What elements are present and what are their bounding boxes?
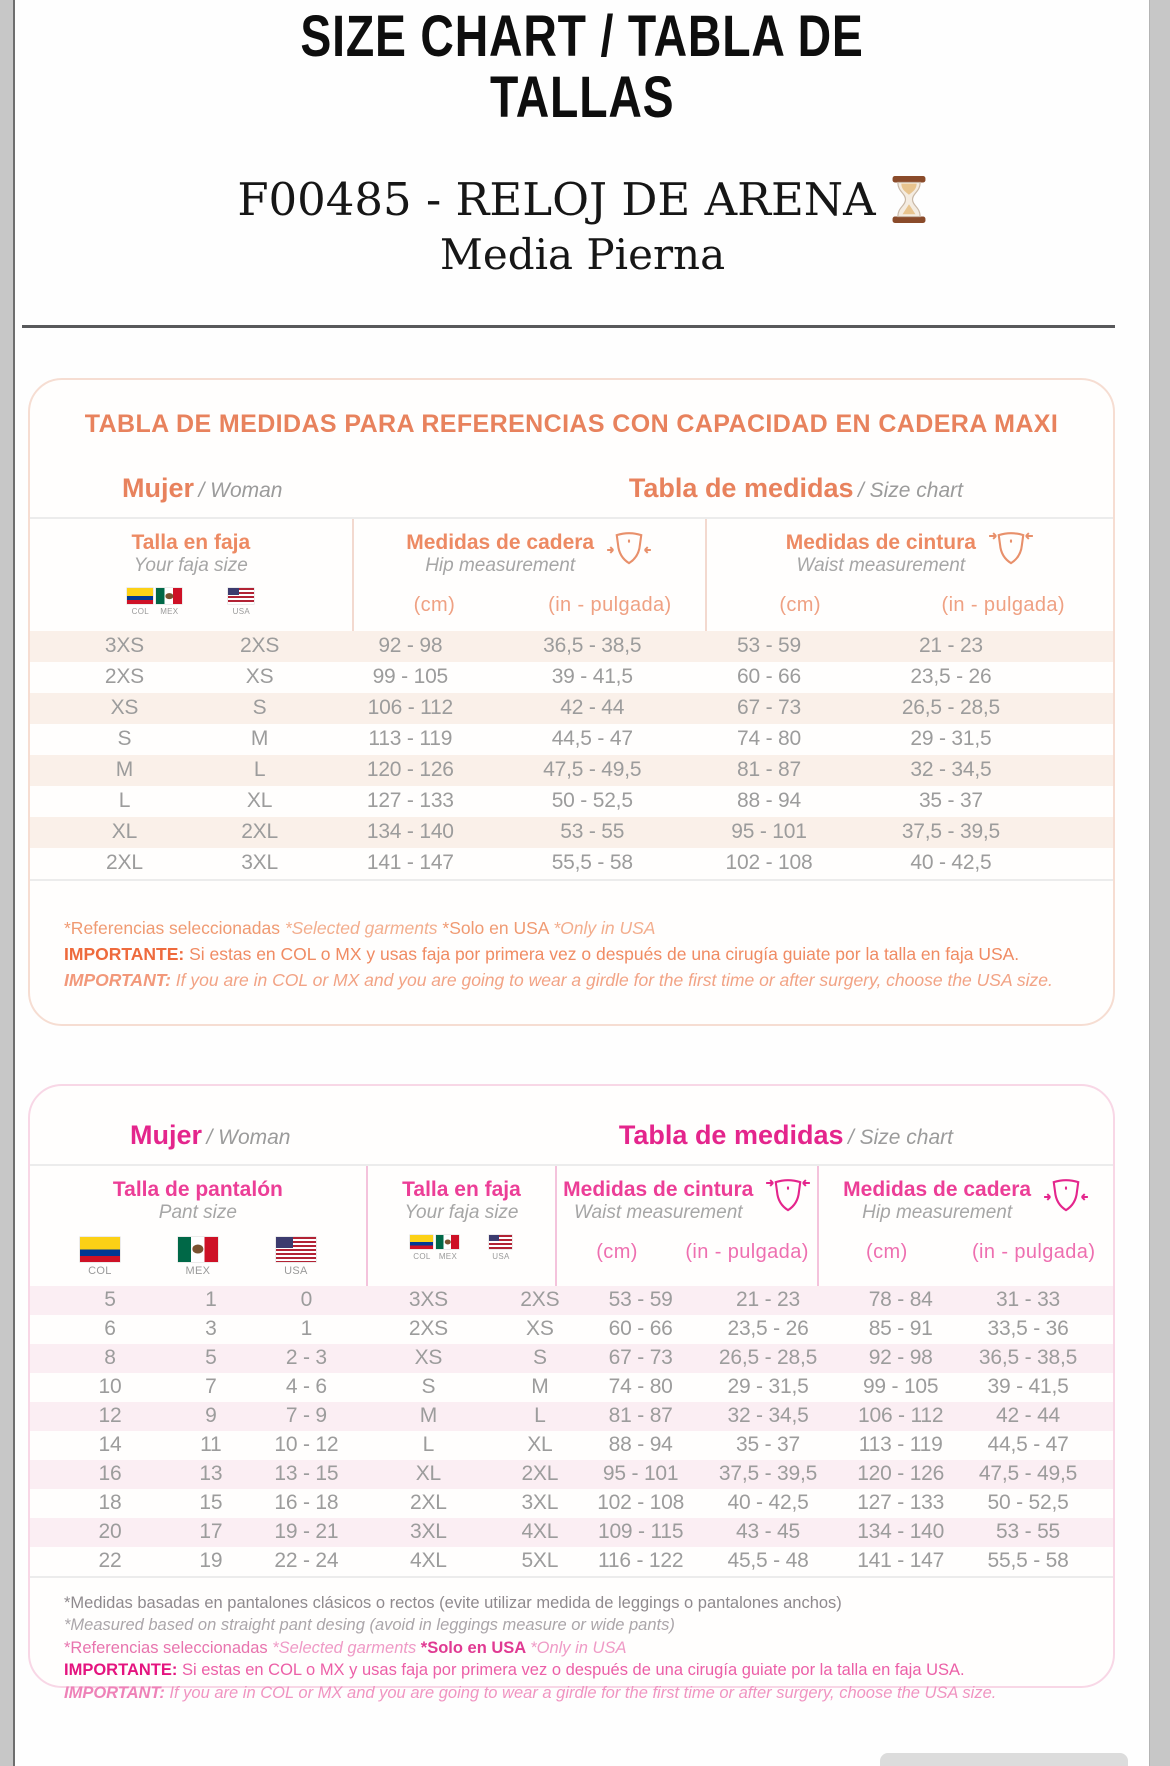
- table-row: [30, 1547, 1113, 1576]
- col-header-waist: Medidas de cintura Waist measurement (cm) (in - pulgada): [555, 1166, 817, 1286]
- table-cell: 7: [205, 1375, 217, 1399]
- table-cell: L: [118, 789, 131, 813]
- table-cell: 53 - 59: [737, 634, 801, 658]
- table-cell: 85 - 91: [868, 1317, 933, 1341]
- table-cell: 3XS: [408, 1288, 448, 1312]
- product-title: [17, 173, 1148, 226]
- table-cell: 2XS: [240, 634, 280, 658]
- table-cell: M: [115, 758, 134, 782]
- table-cell: 74 - 80: [737, 727, 801, 751]
- waist-measurement-icon: [765, 1176, 811, 1218]
- flag-colombia: COL: [80, 1237, 120, 1277]
- product-code: F00485 - RELOJ DE ARENA: [237, 172, 876, 226]
- hip-measurement-icon: [606, 529, 652, 571]
- table-cell: 23,5 - 26: [910, 665, 992, 689]
- table-cell: 102 - 108: [597, 1491, 685, 1515]
- table-cell: 134 - 140: [857, 1520, 945, 1544]
- table-cell: 113 - 119: [368, 727, 453, 751]
- table-cell: M: [419, 1404, 438, 1428]
- table-cell: 44,5 - 47: [987, 1433, 1069, 1457]
- table-row: [30, 631, 1113, 662]
- flag-usa: USA: [228, 588, 254, 616]
- table-cell: 53 - 55: [560, 820, 625, 844]
- table-cell: 36,5 - 38,5: [543, 634, 642, 658]
- table-cell: 2XL: [241, 820, 278, 844]
- table-cell: 67 - 73: [608, 1346, 673, 1370]
- table-cell: L: [534, 1404, 546, 1428]
- footnote-medidas: *Medidas basadas en pantalones clásicos o rectos (evite utilizar medida de leggings o pantalones anchos): [64, 1593, 842, 1612]
- table-cell: 23,5 - 26: [727, 1317, 809, 1341]
- table-cell: 81 - 87: [737, 758, 801, 782]
- table-row: [30, 786, 1113, 817]
- table-cell: 12: [98, 1404, 122, 1428]
- table-cell: 32 - 34,5: [910, 758, 992, 782]
- page-right-gutter: [1149, 0, 1170, 1766]
- table-cell: 95 - 101: [731, 820, 807, 844]
- table-cell: 32 - 34,5: [727, 1404, 809, 1428]
- table-cell: 39 - 41,5: [987, 1375, 1069, 1399]
- table-cell: 11: [200, 1433, 222, 1457]
- table-cell: 16: [98, 1462, 122, 1486]
- table-row: [30, 1315, 1113, 1344]
- table-row: [30, 1286, 1113, 1315]
- hip-units: (cm) (in - pulgada): [413, 593, 672, 616]
- table-cell: M: [531, 1375, 549, 1399]
- table-cell: 92 - 98: [868, 1346, 933, 1370]
- table-cell: 2XL: [521, 1462, 559, 1486]
- table-cell: 134 - 140: [366, 820, 454, 844]
- table-cell: 2 - 3: [285, 1346, 327, 1370]
- table-cell: 36,5 - 38,5: [978, 1346, 1078, 1370]
- card2-column-headers: [30, 1166, 1113, 1286]
- table-cell: 127 - 133: [857, 1491, 945, 1515]
- table-cell: 106 - 112: [857, 1404, 944, 1428]
- table-row: [30, 755, 1113, 786]
- flag-mexico: MEX: [178, 1237, 218, 1277]
- flag-mexico: MEX: [156, 588, 182, 616]
- table-cell: 2XL: [106, 851, 143, 875]
- table-label: Tabla de medidas / Size chart: [618, 1119, 953, 1150]
- table-cell: 35 - 37: [918, 789, 983, 813]
- table-cell: 19 - 21: [274, 1520, 339, 1544]
- footnote-measured: *Measured based on straight pant desing (avoid in leggings measure or wide pants): [64, 1616, 675, 1635]
- waist-measurement-icon: [988, 529, 1034, 571]
- table-cell: S: [117, 727, 132, 751]
- table-cell: 2XS: [408, 1317, 448, 1341]
- card2-size-table: [30, 1286, 1113, 1578]
- table-cell: 74 - 80: [608, 1375, 673, 1399]
- table-cell: 21 - 23: [918, 634, 983, 658]
- flag-usa: USA: [489, 1235, 512, 1261]
- table-cell: 99 - 105: [372, 665, 449, 689]
- col-header-waist: Medidas de cintura Waist measurement (cm) (in - pulgada): [705, 519, 1113, 631]
- table-cell: 88 - 94: [737, 789, 801, 813]
- table-cell: 4 - 6: [285, 1375, 327, 1399]
- table-cell: 40 - 42,5: [727, 1491, 809, 1515]
- table-cell: 1: [205, 1288, 217, 1312]
- table-cell: 81 - 87: [608, 1404, 673, 1428]
- table-cell: 40 - 42,5: [910, 851, 992, 875]
- table-cell: 113 - 119: [858, 1433, 943, 1457]
- table-cell: 18: [98, 1491, 122, 1515]
- table-cell: 17: [199, 1520, 223, 1544]
- table-cell: 120 - 126: [857, 1462, 945, 1486]
- card2-subhead: [30, 1120, 1113, 1166]
- table-cell: 120 - 126: [366, 758, 454, 782]
- table-cell: 50 - 52,5: [551, 789, 633, 813]
- footnote-references: *Referencias seleccionadas *Selected garments *Solo en USA *Only in USA: [64, 1638, 627, 1657]
- table-cell: 47,5 - 49,5: [543, 758, 642, 782]
- table-cell: XL: [111, 820, 138, 844]
- table-cell: 53 - 55: [996, 1520, 1061, 1544]
- table-cell: 55,5 - 58: [987, 1549, 1069, 1573]
- col-header-faja-size: Talla en faja Your faja size COL MEX USA: [366, 1166, 556, 1286]
- table-cell: 21 - 23: [736, 1288, 800, 1312]
- table-cell: XS: [414, 1346, 443, 1370]
- table-cell: 95 - 101: [602, 1462, 679, 1486]
- card1-size-table: [30, 631, 1113, 881]
- table-cell: 50 - 52,5: [987, 1491, 1069, 1515]
- table-row: [30, 1344, 1113, 1373]
- table-cell: S: [532, 1346, 547, 1370]
- col-header-faja-size: Talla en faja Your faja size COL MEX USA: [30, 519, 352, 631]
- col-header-hip: Medidas de cadera Hip measurement (cm) (in - pulgada): [352, 519, 705, 631]
- page-title-line2: TALLAS: [490, 65, 675, 131]
- pant-flags: [80, 1237, 316, 1277]
- table-cell: 37,5 - 39,5: [901, 820, 1001, 844]
- table-cell: 9: [205, 1404, 217, 1428]
- table-cell: 14: [98, 1433, 122, 1457]
- hip-units: (cm) (in - pulgada): [866, 1240, 1096, 1263]
- card1-subhead: [30, 473, 1113, 519]
- product-variant: Media Pierna: [439, 229, 726, 279]
- card1-title: TABLA DE MEDIDAS PARA REFERENCIAS CON CAPACIDAD EN CADERA MAXI: [84, 409, 1059, 438]
- table-cell: 26,5 - 28,5: [718, 1346, 818, 1370]
- size-chart-card-maxi: [28, 378, 1115, 1026]
- waist-units: (cm) (in - pulgada): [596, 1240, 809, 1263]
- table-cell: 43 - 45: [736, 1520, 800, 1544]
- flag-colombia: COL: [127, 588, 153, 616]
- footnote-important: IMPORTANT: If you are in COL or MX and you are going to wear a girdle for the first time or after surgery, choose the USA size.: [64, 970, 1053, 991]
- flag-usa: USA: [276, 1237, 316, 1277]
- table-cell: 20: [98, 1520, 122, 1544]
- table-cell: 15: [199, 1491, 223, 1515]
- table-row: [30, 817, 1113, 848]
- page-title-line1: SIZE CHART / TABLA DE: [300, 4, 865, 69]
- table-row: [30, 1373, 1113, 1402]
- table-cell: 22 - 24: [274, 1549, 339, 1573]
- table-cell: 22: [98, 1549, 122, 1573]
- table-cell: 47,5 - 49,5: [978, 1462, 1078, 1486]
- table-cell: 10 - 12: [274, 1433, 339, 1457]
- size-chart-card-pant: [28, 1084, 1115, 1702]
- card1-column-headers: [30, 519, 1113, 631]
- table-cell: 1: [300, 1317, 313, 1341]
- table-cell: 4XL: [521, 1520, 559, 1544]
- table-cell: XL: [415, 1462, 442, 1486]
- title-divider: [22, 325, 1115, 328]
- table-cell: 92 - 98: [378, 634, 443, 658]
- table-cell: 0: [300, 1288, 313, 1312]
- table-cell: 3XL: [410, 1520, 447, 1544]
- faja-flags: [127, 588, 254, 616]
- table-row: [30, 1402, 1113, 1431]
- hip-measurement-icon: [1043, 1176, 1089, 1218]
- table-cell: 37,5 - 39,5: [718, 1462, 818, 1486]
- table-cell: 29 - 31,5: [727, 1375, 809, 1399]
- table-row: [30, 848, 1113, 879]
- table-label: Tabla de medidas / Size chart: [628, 472, 963, 503]
- table-cell: 88 - 94: [608, 1433, 673, 1457]
- table-cell: S: [421, 1375, 436, 1399]
- col-header-hip: Medidas de cadera Hip measurement (cm) (in - pulgada): [817, 1166, 1113, 1286]
- table-cell: L: [253, 758, 266, 782]
- waist-units: (cm) (in - pulgada): [779, 593, 1065, 616]
- table-cell: S: [252, 696, 267, 720]
- table-cell: 35 - 37: [736, 1433, 800, 1457]
- gender-label: Mujer / Woman: [130, 1119, 291, 1150]
- table-cell: 2XS: [104, 665, 144, 689]
- hourglass-icon: [890, 176, 928, 223]
- table-cell: 106 - 112: [367, 696, 454, 720]
- table-cell: 5: [205, 1346, 217, 1370]
- table-cell: 60 - 66: [608, 1317, 673, 1341]
- table-cell: 19: [199, 1549, 223, 1573]
- table-cell: 53 - 59: [608, 1288, 673, 1312]
- table-cell: 4XL: [410, 1549, 447, 1573]
- footnote-importante: IMPORTANTE: Si estas en COL o MX y usas faja por primera vez o después de una cirugía guiate por la talla en faja USA.: [64, 1661, 965, 1680]
- table-cell: M: [250, 727, 269, 751]
- table-cell: 13: [199, 1462, 223, 1486]
- table-cell: 31 - 33: [996, 1288, 1061, 1312]
- table-cell: 33,5 - 36: [987, 1317, 1069, 1341]
- table-cell: 2XL: [410, 1491, 447, 1515]
- table-cell: 44,5 - 47: [551, 727, 633, 751]
- table-cell: 5XL: [521, 1549, 559, 1573]
- table-cell: 99 - 105: [862, 1375, 939, 1399]
- table-cell: 10: [98, 1375, 122, 1399]
- faja-flags: [410, 1235, 512, 1261]
- table-cell: 3XL: [521, 1491, 559, 1515]
- table-cell: 78 - 84: [868, 1288, 933, 1312]
- table-cell: 13 - 15: [274, 1462, 339, 1486]
- document-page: [17, 0, 1148, 1702]
- table-cell: L: [422, 1433, 435, 1457]
- table-cell: 5: [104, 1288, 116, 1312]
- col-header-pant-size: Talla de pantalón Pant size COL MEX USA: [30, 1166, 366, 1286]
- table-row: [30, 1489, 1113, 1518]
- table-cell: 3XS: [104, 634, 144, 658]
- table-cell: XL: [527, 1433, 553, 1457]
- table-cell: 3: [205, 1317, 217, 1341]
- table-cell: 26,5 - 28,5: [901, 696, 1001, 720]
- table-cell: 16 - 18: [274, 1491, 339, 1515]
- table-cell: XS: [110, 696, 139, 720]
- table-row: [30, 1460, 1113, 1489]
- table-cell: 7 - 9: [285, 1404, 327, 1428]
- table-cell: 42 - 44: [996, 1404, 1061, 1428]
- table-cell: 102 - 108: [725, 851, 813, 875]
- table-cell: 127 - 133: [366, 789, 454, 813]
- page-title: [17, 6, 1148, 129]
- table-row: [30, 1431, 1113, 1460]
- card2-footnotes: [64, 1592, 1083, 1704]
- table-cell: 39 - 41,5: [551, 665, 633, 689]
- table-cell: XL: [246, 789, 273, 813]
- card1-footnotes: [64, 915, 1083, 994]
- table-row: [30, 662, 1113, 693]
- table-cell: 109 - 115: [597, 1520, 684, 1544]
- table-cell: XS: [245, 665, 274, 689]
- table-cell: 6: [104, 1317, 116, 1341]
- footnote-references: *Referencias seleccionadas *Selected garments *Solo en USA *Only in USA: [64, 917, 656, 938]
- table-row: [30, 724, 1113, 755]
- footnote-importante: IMPORTANTE: Si estas en COL o MX y usas faja por primera vez o después de una cirugía guiate por la talla en faja USA.: [64, 944, 1020, 965]
- flag-mexico: MEX: [436, 1235, 459, 1261]
- table-cell: 2XS: [520, 1288, 560, 1312]
- table-cell: 141 - 147: [857, 1549, 945, 1573]
- table-cell: 29 - 31,5: [910, 727, 992, 751]
- table-row: [30, 1518, 1113, 1547]
- table-cell: 45,5 - 48: [727, 1549, 809, 1573]
- gender-label: Mujer / Woman: [122, 472, 283, 503]
- page-left-gutter: [0, 0, 15, 1766]
- table-cell: 42 - 44: [560, 696, 625, 720]
- table-cell: 3XL: [241, 851, 278, 875]
- table-cell: 67 - 73: [737, 696, 801, 720]
- table-cell: XS: [526, 1317, 554, 1341]
- table-cell: 8: [104, 1346, 116, 1370]
- table-row: [30, 693, 1113, 724]
- footnote-important: IMPORTANT: If you are in COL or MX and you are going to wear a girdle for the first time or after surgery, choose the USA size.: [64, 1683, 997, 1702]
- table-cell: 60 - 66: [737, 665, 801, 689]
- table-cell: 55,5 - 58: [551, 851, 633, 875]
- table-cell: 116 - 122: [597, 1549, 684, 1573]
- partial-element-bottom: [880, 1753, 1128, 1766]
- flag-colombia: COL: [410, 1235, 433, 1261]
- table-cell: 141 - 147: [366, 851, 454, 875]
